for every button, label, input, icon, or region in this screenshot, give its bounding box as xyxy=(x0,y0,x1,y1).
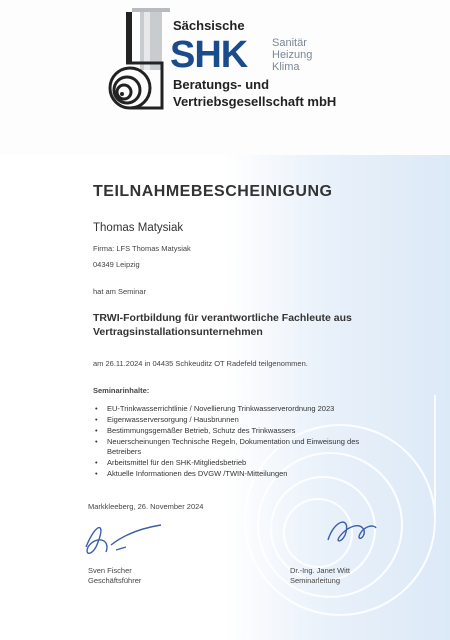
list-item: • Arbeitsmittel für den SHK-Mitgliedsbetrieb xyxy=(93,458,373,468)
signer-right-role: Seminarleitung xyxy=(290,576,341,585)
list-item: • Bestimmungsgemäßer Betrieb, Schutz des Trinkwassers xyxy=(93,426,373,436)
signer-right-name: Dr.-Ing. Janet Witt xyxy=(290,566,351,575)
logo-line-2: Beratungs- und xyxy=(173,77,270,92)
place-date: Markkleeberg, 26. November 2024 xyxy=(88,502,204,511)
course-title-line-1: TRWI-Fortbildung für verantwortliche Fachleute aus xyxy=(93,312,352,324)
date-text: am 26.11.2024 in 04435 Schkeuditz OT Radefeld teilgenommen. xyxy=(93,359,308,368)
contents-heading: Seminarinhalte: xyxy=(93,386,150,395)
shk-logo xyxy=(100,8,360,118)
certificate-title: TEILNAHMEBESCHEINIGUNG xyxy=(93,183,333,200)
logo-line-3: Vertriebsgesellschaft mbH xyxy=(173,94,337,109)
logo-line-1: Sächsische xyxy=(173,18,245,33)
contents-list xyxy=(93,404,373,480)
attended-text: hat am Seminar xyxy=(93,287,146,296)
list-item: • Aktuelle Informationen des DVGW /TWIN-Mitteilungen xyxy=(93,469,373,479)
signature-right xyxy=(320,510,380,555)
city: 04349 Leipzig xyxy=(93,260,140,269)
logo-sub-2: Heizung xyxy=(272,49,313,61)
course-title xyxy=(93,311,352,339)
list-item: • EU-Trinkwasserrichtlinie / Novellierung Trinkwasserverordnung 2023 xyxy=(93,404,373,414)
company: Firma: LFS Thomas Matysiak xyxy=(93,244,191,253)
logo-brand: SHK xyxy=(170,34,248,76)
participant-name: Thomas Matysiak xyxy=(93,222,184,234)
list-item: • Neuerscheinungen Technische Regeln, Dokumentation und Einweisung des Betreibers xyxy=(93,437,373,457)
signature-left xyxy=(76,517,166,562)
logo-sub-3: Klima xyxy=(272,61,300,73)
shk-logo-icon xyxy=(100,8,170,113)
course-title-line-2: Vertragsinstallationsunternehmen xyxy=(93,326,263,338)
list-item: • Eigenwasserversorgung / Hausbrunnen xyxy=(93,415,373,425)
logo-sub-1: Sanitär xyxy=(272,37,307,49)
signer-left-name: Sven Fischer xyxy=(88,566,132,575)
signer-left-role: Geschäftsführer xyxy=(88,576,142,585)
